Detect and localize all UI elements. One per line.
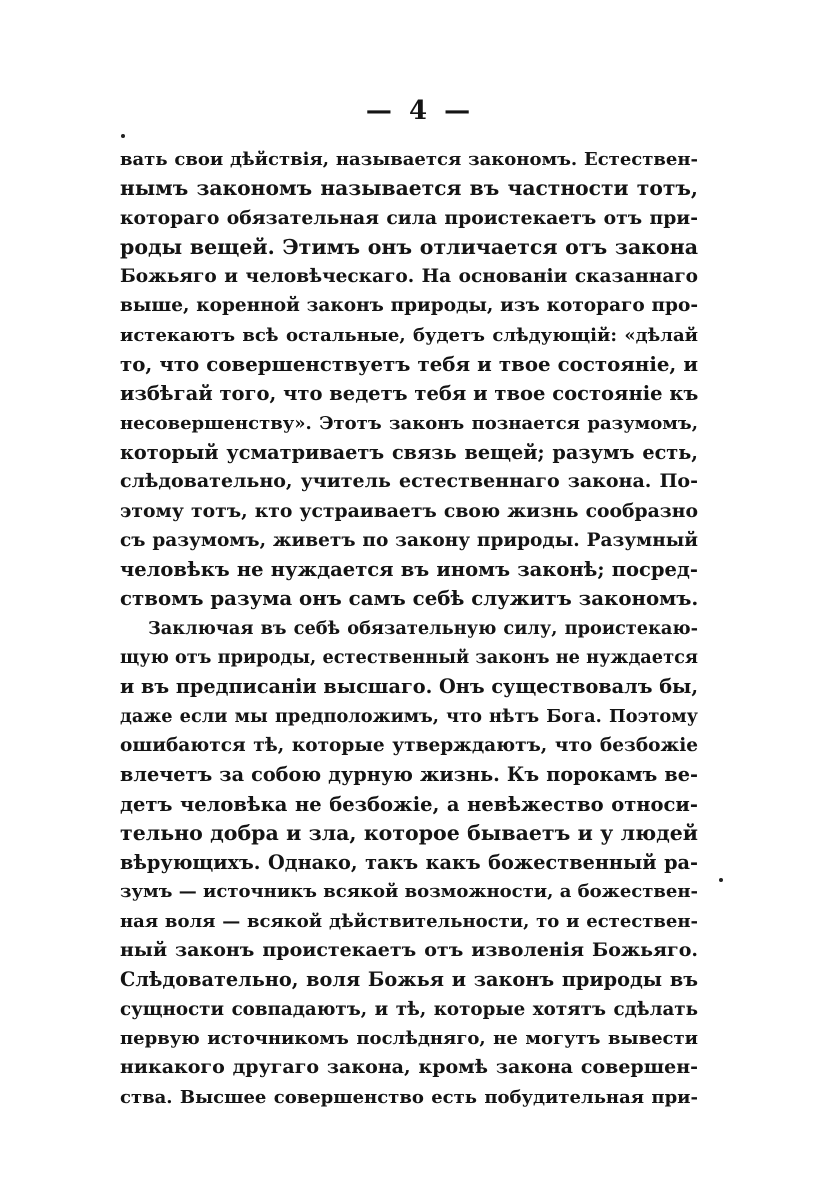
text-line: Слѣдовательно, воля Божья и законъ природы въ [120,968,698,992]
text-line: ствомъ разума онъ самъ себѣ служитъ закономъ. [120,586,698,611]
text-line: избѣгай того, что ведетъ тебя и твое состояніе къ [120,382,698,406]
text-line: ная воля — всякой дѣйствительности, то и естествен- [120,910,698,932]
scan-speck [719,878,723,882]
text-line: ный законъ проистекаетъ отъ изволенія Божьяго. [120,939,698,962]
text-line: сущности совпадаютъ, и тѣ, которые хотятъ сдѣлать [120,998,698,1020]
text-line: детъ человѣка не безбожіе, а невѣжество относи- [120,792,698,816]
text-line: то, что совершенствуетъ тебя и твое состояніе, и [120,352,698,377]
text-line: съ разумомъ, живетъ по закону природы. Разумный [120,529,698,551]
text-line: и въ предписаніи высшаго. Онъ существовалъ бы, [120,675,698,699]
text-line: вѣрующихъ. Однако, такъ какъ божественный ра- [120,851,698,875]
text-line: первую источникомъ послѣдняго, не могутъ вывести [120,1027,698,1049]
text-line: даже если мы предположимъ, что нѣтъ Бога. Поэтому [120,705,698,727]
text-line: никакого другаго закона, кромѣ закона совершен- [120,1056,698,1079]
text-line: роды вещей. Этимъ онъ отличается отъ закона [120,234,698,259]
text-line: котораго обязательная сила проистекаетъ отъ при- [120,206,698,229]
text-line: выше, коренной законъ природы, изъ котораго про- [120,295,698,317]
paragraph-2 [120,614,698,1112]
text-line: влечетъ за собою дурную жизнь. Къ порокамъ ве- [120,763,698,787]
text-line: Заключая въ себѣ обязательную силу, проистекаю- [148,617,698,639]
text-line: ства. Высшее совершенство есть побудительная при- [120,1086,698,1108]
text-line: этому тотъ, кто устраиваетъ свою жизнь сообразно [120,499,698,522]
text-line: который усматриваетъ связь вещей; разумъ есть, [120,440,698,464]
text-line: слѣдовательно, учитель естественнаго закона. По- [120,470,698,493]
text-line: ошибаются тѣ, которые утверждаютъ, что безбожіе [120,734,698,756]
page-number: — 4 — [365,96,475,126]
text-line: щую отъ природы, естественный законъ не нуждается [120,647,698,669]
text-line: истекаютъ всѣ остальные, будетъ слѣдующій: «дѣлай [120,324,698,346]
text-line: Божьяго и человѣческаго. На основаніи сказаннаго [120,266,698,288]
text-line: вать свои дѣйствія, называется закономъ. Естествен- [120,149,698,170]
text-line: зумъ — источникъ всякой возможности, а божествен- [120,881,698,903]
text-line: несовершенству». Этотъ законъ познается разумомъ, [120,412,698,434]
text-line: нымъ закономъ называется въ частности тотъ, [120,176,698,201]
text-line: человѣкъ не нуждается въ иномъ законѣ; посред- [120,558,698,582]
scan-speck [121,134,125,138]
body-text [120,145,698,1112]
paragraph-1 [120,145,698,614]
text-line: тельно добра и зла, которое бываетъ и у людей [120,820,698,845]
